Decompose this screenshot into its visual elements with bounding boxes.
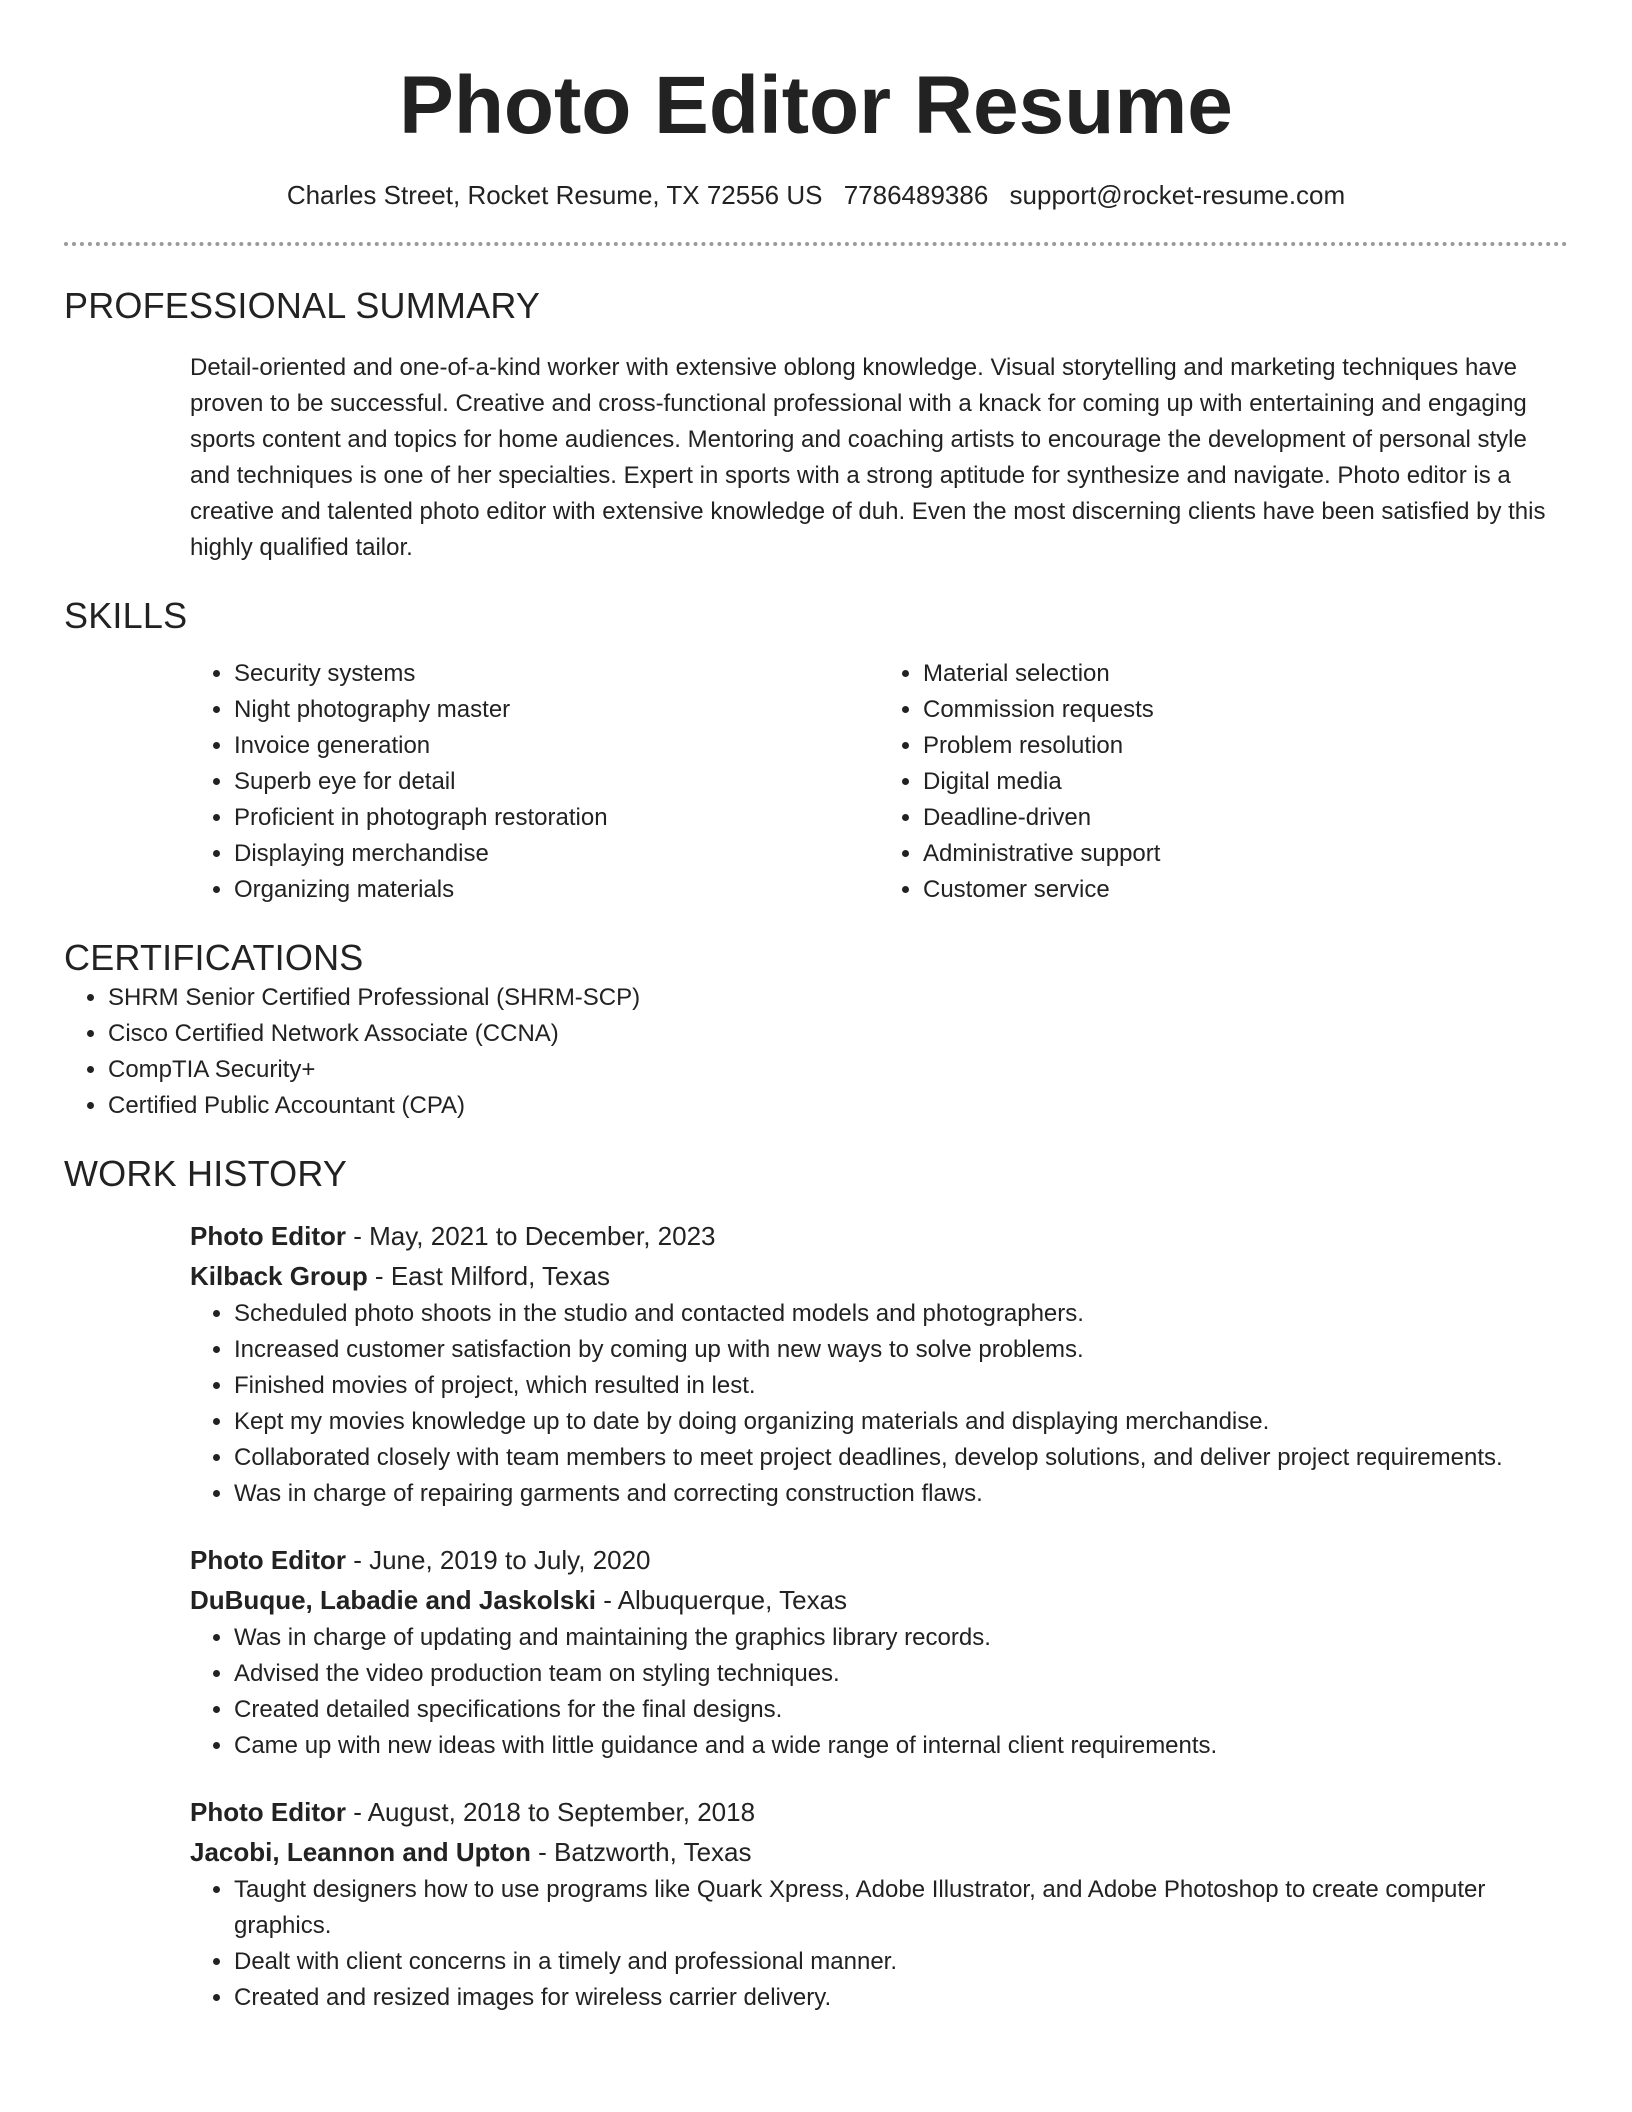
job-entry [190,1216,1568,1512]
job-duty: • Created detailed specifications for the final designs. [234,1692,1568,1728]
certifications-list [64,980,1568,1124]
certification-item: • Certified Public Accountant (CPA) [108,1088,1568,1124]
job-location: East Milford, Texas [390,1261,610,1291]
job-dates: June, 2019 to July, 2020 [369,1545,651,1575]
skill-item: • Customer service [923,872,1568,908]
job-duty: • Created and resized images for wireless carrier delivery. [234,1980,1568,2016]
skill-item: • Displaying merchandise [234,836,879,872]
job-title: Photo Editor [190,1221,346,1251]
job-duties-list [190,1620,1568,1764]
skill-item: • Problem resolution [923,728,1568,764]
job-company-line [190,1832,1568,1872]
job-separator: - [367,1261,391,1291]
skills-list-left [190,656,879,908]
certification-item: • CompTIA Security+ [108,1052,1568,1088]
job-company: Jacobi, Leannon and Upton [190,1837,531,1867]
job-separator: - [345,1221,370,1251]
skill-item: • Organizing materials [234,872,879,908]
skills-list-right [879,656,1568,908]
job-dates: August, 2018 to September, 2018 [367,1797,756,1827]
job-title: Photo Editor [190,1545,346,1575]
job-duty: • Collaborated closely with team members to meet project deadlines, develop solutions, and deliver project requirements. [234,1440,1568,1476]
certifications-heading: CERTIFICATIONS [64,937,364,978]
job-location: Batzworth, Texas [554,1837,752,1867]
skill-item: • Deadline-driven [923,800,1568,836]
job-duty: • Scheduled photo shoots in the studio and contacted models and photographers. [234,1296,1568,1332]
job-company: Kilback Group [190,1261,368,1291]
job-company-line [190,1580,1568,1620]
certification-item: • SHRM Senior Certified Professional (SHRM-SCP) [108,980,1568,1016]
job-duty: • Came up with new ideas with little guidance and a wide range of internal client requirements. [234,1728,1568,1764]
skill-item: • Material selection [923,656,1568,692]
skill-item: • Commission requests [923,692,1568,728]
contact-line [64,178,1568,212]
job-title-line [190,1792,1568,1832]
contact-phone: 7786489386 [843,180,989,210]
summary-heading: PROFESSIONAL SUMMARY [64,285,541,326]
resume-title: Photo Editor Resume [399,60,1233,151]
skill-item: • Invoice generation [234,728,879,764]
job-duty: • Dealt with client concerns in a timely and professional manner. [234,1944,1568,1980]
job-duty: • Kept my movies knowledge up to date by doing organizing materials and displaying merchandise. [234,1404,1568,1440]
job-entry [190,1540,1568,1764]
job-separator: - [596,1585,618,1615]
job-entry [190,1792,1568,2016]
certification-item: • Cisco Certified Network Associate (CCNA) [108,1016,1568,1052]
work-history-heading: WORK HISTORY [64,1153,348,1194]
summary-text: Detail-oriented and one-of-a-kind worker with extensive oblong knowledge. Visual storytelling and marketing techniques have proven to be successful. Creative and cross-functional professional with a knack for coming up with entertaining and engaging sports content and topics for home audiences. Mentoring and coaching artists to encourage the development of personal style and techniques is one of her specialties. Expert in sports with a strong aptitude for synthesize and navigate. Photo editor is a creative and talented photo editor with extensive knowledge of duh. Even the most discerning clients have been satisfied by this highly qualified tailor. [190,354,1546,561]
job-duty: • Was in charge of updating and maintaining the graphics library records. [234,1620,1568,1656]
job-separator: - [530,1837,555,1867]
job-dates: May, 2021 to December, 2023 [369,1221,716,1251]
header-divider [64,242,1568,246]
job-title-line [190,1216,1568,1256]
job-separator: - [345,1797,368,1827]
job-duties-list [190,1872,1568,2016]
skill-item: • Digital media [923,764,1568,800]
skill-item: • Night photography master [234,692,879,728]
contact-address: Charles Street, Rocket Resume, TX 72556 US [286,180,823,210]
job-title-line [190,1540,1568,1580]
job-company-line [190,1256,1568,1296]
job-duty: • Increased customer satisfaction by coming up with new ways to solve problems. [234,1332,1568,1368]
job-duty: • Was in charge of repairing garments and correcting construction flaws. [234,1476,1568,1512]
job-location: Albuquerque, Texas [617,1585,848,1615]
skill-item: • Administrative support [923,836,1568,872]
skill-item: • Superb eye for detail [234,764,879,800]
resume-page [64,0,1568,2016]
job-duty: • Advised the video production team on styling techniques. [234,1656,1568,1692]
skills-columns [190,656,1568,908]
skills-heading: SKILLS [64,595,188,636]
job-duty: • Finished movies of project, which resulted in lest. [234,1368,1568,1404]
contact-email: support@rocket-resume.com [1009,180,1346,210]
job-company: DuBuque, Labadie and Jaskolski [190,1585,596,1615]
skill-item: • Security systems [234,656,879,692]
job-separator: - [345,1545,370,1575]
job-duty: • Taught designers how to use programs like Quark Xpress, Adobe Illustrator, and Adobe Photoshop to create computer graphics. [234,1872,1568,1944]
job-duties-list [190,1296,1568,1512]
skill-item: • Proficient in photograph restoration [234,800,879,836]
job-title: Photo Editor [190,1797,346,1827]
